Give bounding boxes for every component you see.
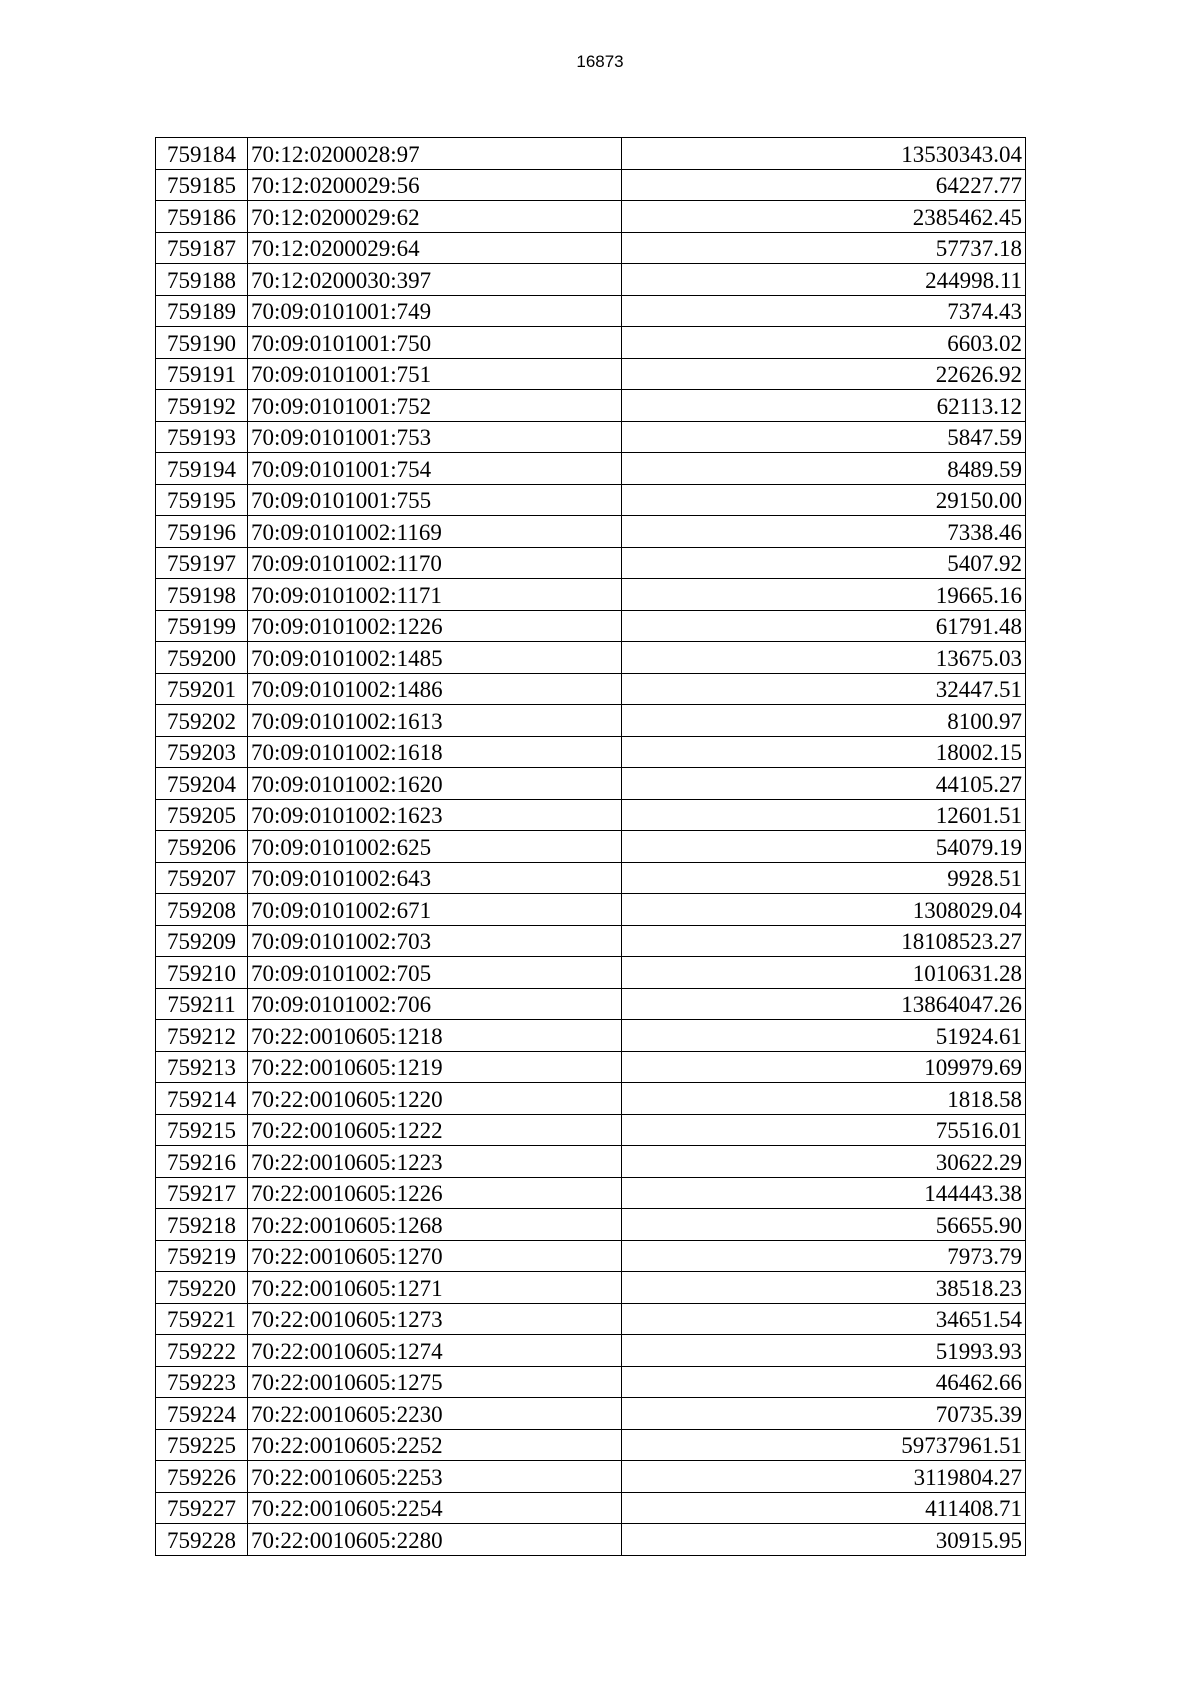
cadastral-value-cell: 34651.54 bbox=[622, 1303, 1026, 1335]
cadastral-value-cell: 29150.00 bbox=[622, 484, 1026, 516]
cadastral-value-cell: 3119804.27 bbox=[622, 1461, 1026, 1493]
row-number-cell: 759194 bbox=[156, 453, 248, 485]
cadastral-value-cell: 18002.15 bbox=[622, 736, 1026, 768]
row-number-cell: 759222 bbox=[156, 1335, 248, 1367]
row-number-cell: 759214 bbox=[156, 1083, 248, 1115]
row-number-cell: 759200 bbox=[156, 642, 248, 674]
cadastral-number-cell: 70:09:0101002:1620 bbox=[248, 768, 622, 800]
cadastral-value-cell: 64227.77 bbox=[622, 169, 1026, 201]
row-number-cell: 759206 bbox=[156, 831, 248, 863]
row-number-cell: 759190 bbox=[156, 327, 248, 359]
row-number-cell: 759223 bbox=[156, 1366, 248, 1398]
row-number-cell: 759201 bbox=[156, 673, 248, 705]
table-row bbox=[156, 957, 1026, 989]
table-row bbox=[156, 1083, 1026, 1115]
cadastral-value-cell: 1010631.28 bbox=[622, 957, 1026, 989]
row-number-cell: 759195 bbox=[156, 484, 248, 516]
cadastral-value-cell: 61791.48 bbox=[622, 610, 1026, 642]
table-row bbox=[156, 1366, 1026, 1398]
cadastral-number-cell: 70:22:0010605:1223 bbox=[248, 1146, 622, 1178]
row-number-cell: 759215 bbox=[156, 1114, 248, 1146]
cadastral-value-cell: 59737961.51 bbox=[622, 1429, 1026, 1461]
row-number-cell: 759186 bbox=[156, 201, 248, 233]
table-row bbox=[156, 579, 1026, 611]
table-row bbox=[156, 327, 1026, 359]
cadastral-value-cell: 13864047.26 bbox=[622, 988, 1026, 1020]
table-row bbox=[156, 453, 1026, 485]
table-row bbox=[156, 1461, 1026, 1493]
cadastral-value-cell: 109979.69 bbox=[622, 1051, 1026, 1083]
cadastral-number-cell: 70:22:0010605:2254 bbox=[248, 1492, 622, 1524]
row-number-cell: 759216 bbox=[156, 1146, 248, 1178]
row-number-cell: 759219 bbox=[156, 1240, 248, 1272]
row-number-cell: 759193 bbox=[156, 421, 248, 453]
row-number-cell: 759184 bbox=[156, 138, 248, 170]
cadastral-number-cell: 70:09:0101001:751 bbox=[248, 358, 622, 390]
cadastral-number-cell: 70:22:0010605:2252 bbox=[248, 1429, 622, 1461]
cadastral-number-cell: 70:22:0010605:2230 bbox=[248, 1398, 622, 1430]
table-row bbox=[156, 1492, 1026, 1524]
cadastral-number-cell: 70:09:0101002:703 bbox=[248, 925, 622, 957]
cadastral-value-cell: 32447.51 bbox=[622, 673, 1026, 705]
row-number-cell: 759210 bbox=[156, 957, 248, 989]
cadastral-value-cell: 12601.51 bbox=[622, 799, 1026, 831]
table-row bbox=[156, 831, 1026, 863]
row-number-cell: 759198 bbox=[156, 579, 248, 611]
table-row bbox=[156, 862, 1026, 894]
cadastral-number-cell: 70:12:0200029:62 bbox=[248, 201, 622, 233]
cadastral-value-cell: 244998.11 bbox=[622, 264, 1026, 296]
cadastral-number-cell: 70:22:0010605:1268 bbox=[248, 1209, 622, 1241]
cadastral-number-cell: 70:22:0010605:1271 bbox=[248, 1272, 622, 1304]
table-row bbox=[156, 421, 1026, 453]
cadastral-number-cell: 70:09:0101002:1169 bbox=[248, 516, 622, 548]
row-number-cell: 759197 bbox=[156, 547, 248, 579]
cadastral-number-cell: 70:09:0101001:750 bbox=[248, 327, 622, 359]
table-row bbox=[156, 264, 1026, 296]
row-number-cell: 759188 bbox=[156, 264, 248, 296]
table-row bbox=[156, 1524, 1026, 1556]
cadastral-value-cell: 5847.59 bbox=[622, 421, 1026, 453]
table-row bbox=[156, 201, 1026, 233]
row-number-cell: 759228 bbox=[156, 1524, 248, 1556]
table-row bbox=[156, 1209, 1026, 1241]
table-row bbox=[156, 673, 1026, 705]
cadastral-number-cell: 70:09:0101002:1613 bbox=[248, 705, 622, 737]
cadastral-number-cell: 70:09:0101002:1171 bbox=[248, 579, 622, 611]
row-number-cell: 759220 bbox=[156, 1272, 248, 1304]
cadastral-value-cell: 30622.29 bbox=[622, 1146, 1026, 1178]
table-row bbox=[156, 894, 1026, 926]
cadastral-number-cell: 70:22:0010605:1274 bbox=[248, 1335, 622, 1367]
table-row bbox=[156, 1020, 1026, 1052]
table-row bbox=[156, 1177, 1026, 1209]
table-row bbox=[156, 169, 1026, 201]
table-row bbox=[156, 736, 1026, 768]
cadastral-number-cell: 70:22:0010605:1219 bbox=[248, 1051, 622, 1083]
cadastral-number-cell: 70:22:0010605:1222 bbox=[248, 1114, 622, 1146]
cadastral-value-cell: 51993.93 bbox=[622, 1335, 1026, 1367]
table-row bbox=[156, 610, 1026, 642]
table-row bbox=[156, 799, 1026, 831]
cadastral-value-cell: 38518.23 bbox=[622, 1272, 1026, 1304]
table-row bbox=[156, 295, 1026, 327]
row-number-cell: 759212 bbox=[156, 1020, 248, 1052]
cadastral-value-cell: 70735.39 bbox=[622, 1398, 1026, 1430]
cadastral-value-cell: 57737.18 bbox=[622, 232, 1026, 264]
cadastral-number-cell: 70:09:0101002:671 bbox=[248, 894, 622, 926]
cadastral-number-cell: 70:22:0010605:1220 bbox=[248, 1083, 622, 1115]
cadastral-number-cell: 70:22:0010605:1270 bbox=[248, 1240, 622, 1272]
cadastral-value-cell: 7973.79 bbox=[622, 1240, 1026, 1272]
row-number-cell: 759224 bbox=[156, 1398, 248, 1430]
cadastral-number-cell: 70:22:0010605:1273 bbox=[248, 1303, 622, 1335]
row-number-cell: 759226 bbox=[156, 1461, 248, 1493]
cadastral-number-cell: 70:09:0101002:1486 bbox=[248, 673, 622, 705]
table-row bbox=[156, 138, 1026, 170]
cadastral-number-cell: 70:22:0010605:2253 bbox=[248, 1461, 622, 1493]
cadastral-number-cell: 70:22:0010605:1226 bbox=[248, 1177, 622, 1209]
table-row bbox=[156, 358, 1026, 390]
table-row bbox=[156, 642, 1026, 674]
row-number-cell: 759185 bbox=[156, 169, 248, 201]
cadastral-value-cell: 44105.27 bbox=[622, 768, 1026, 800]
cadastral-value-cell: 7374.43 bbox=[622, 295, 1026, 327]
row-number-cell: 759227 bbox=[156, 1492, 248, 1524]
cadastral-value-cell: 13675.03 bbox=[622, 642, 1026, 674]
cadastral-value-cell: 22626.92 bbox=[622, 358, 1026, 390]
table-row bbox=[156, 1114, 1026, 1146]
cadastral-number-cell: 70:12:0200028:97 bbox=[248, 138, 622, 170]
table-row bbox=[156, 1272, 1026, 1304]
cadastral-value-cell: 411408.71 bbox=[622, 1492, 1026, 1524]
table-row bbox=[156, 705, 1026, 737]
cadastral-number-cell: 70:09:0101002:625 bbox=[248, 831, 622, 863]
cadastral-value-cell: 62113.12 bbox=[622, 390, 1026, 422]
cadastral-value-cell: 56655.90 bbox=[622, 1209, 1026, 1241]
cadastral-number-cell: 70:09:0101001:753 bbox=[248, 421, 622, 453]
row-number-cell: 759225 bbox=[156, 1429, 248, 1461]
row-number-cell: 759209 bbox=[156, 925, 248, 957]
cadastral-number-cell: 70:09:0101001:754 bbox=[248, 453, 622, 485]
row-number-cell: 759204 bbox=[156, 768, 248, 800]
table-row bbox=[156, 768, 1026, 800]
row-number-cell: 759211 bbox=[156, 988, 248, 1020]
row-number-cell: 759189 bbox=[156, 295, 248, 327]
cadastral-number-cell: 70:12:0200030:397 bbox=[248, 264, 622, 296]
cadastral-number-cell: 70:22:0010605:2280 bbox=[248, 1524, 622, 1556]
table-row bbox=[156, 1335, 1026, 1367]
table-body bbox=[156, 138, 1026, 1556]
cadastral-value-cell: 8100.97 bbox=[622, 705, 1026, 737]
table-row bbox=[156, 1240, 1026, 1272]
cadastral-number-cell: 70:09:0101002:643 bbox=[248, 862, 622, 894]
cadastral-value-cell: 6603.02 bbox=[622, 327, 1026, 359]
table-row bbox=[156, 547, 1026, 579]
cadastral-value-cell: 18108523.27 bbox=[622, 925, 1026, 957]
cadastral-value-cell: 46462.66 bbox=[622, 1366, 1026, 1398]
cadastral-value-cell: 144443.38 bbox=[622, 1177, 1026, 1209]
cadastral-number-cell: 70:09:0101001:755 bbox=[248, 484, 622, 516]
row-number-cell: 759192 bbox=[156, 390, 248, 422]
cadastral-number-cell: 70:09:0101002:1623 bbox=[248, 799, 622, 831]
cadastral-value-cell: 9928.51 bbox=[622, 862, 1026, 894]
row-number-cell: 759207 bbox=[156, 862, 248, 894]
cadastral-value-cell: 2385462.45 bbox=[622, 201, 1026, 233]
row-number-cell: 759221 bbox=[156, 1303, 248, 1335]
cadastral-number-cell: 70:09:0101001:752 bbox=[248, 390, 622, 422]
table-row bbox=[156, 1146, 1026, 1178]
row-number-cell: 759187 bbox=[156, 232, 248, 264]
table-row bbox=[156, 1303, 1026, 1335]
cadastral-value-cell: 7338.46 bbox=[622, 516, 1026, 548]
row-number-cell: 759202 bbox=[156, 705, 248, 737]
row-number-cell: 759205 bbox=[156, 799, 248, 831]
cadastral-value-cell: 30915.95 bbox=[622, 1524, 1026, 1556]
cadastral-number-cell: 70:22:0010605:1218 bbox=[248, 1020, 622, 1052]
cadastral-number-cell: 70:22:0010605:1275 bbox=[248, 1366, 622, 1398]
cadastral-value-cell: 19665.16 bbox=[622, 579, 1026, 611]
table-row bbox=[156, 390, 1026, 422]
cadastral-value-cell: 1308029.04 bbox=[622, 894, 1026, 926]
cadastral-value-cell: 13530343.04 bbox=[622, 138, 1026, 170]
row-number-cell: 759213 bbox=[156, 1051, 248, 1083]
row-number-cell: 759203 bbox=[156, 736, 248, 768]
cadastral-number-cell: 70:12:0200029:64 bbox=[248, 232, 622, 264]
row-number-cell: 759199 bbox=[156, 610, 248, 642]
cadastral-number-cell: 70:09:0101002:1226 bbox=[248, 610, 622, 642]
row-number-cell: 759196 bbox=[156, 516, 248, 548]
cadastral-number-cell: 70:09:0101002:1485 bbox=[248, 642, 622, 674]
row-number-cell: 759217 bbox=[156, 1177, 248, 1209]
row-number-cell: 759208 bbox=[156, 894, 248, 926]
cadastral-value-cell: 75516.01 bbox=[622, 1114, 1026, 1146]
cadastral-number-cell: 70:09:0101001:749 bbox=[248, 295, 622, 327]
table-row bbox=[156, 1051, 1026, 1083]
row-number-cell: 759191 bbox=[156, 358, 248, 390]
page-number: 16873 bbox=[576, 52, 624, 71]
cadastral-value-table bbox=[155, 137, 1026, 1556]
table-row bbox=[156, 232, 1026, 264]
cadastral-number-cell: 70:09:0101002:1170 bbox=[248, 547, 622, 579]
table-row bbox=[156, 925, 1026, 957]
cadastral-number-cell: 70:12:0200029:56 bbox=[248, 169, 622, 201]
cadastral-number-cell: 70:09:0101002:705 bbox=[248, 957, 622, 989]
table-row bbox=[156, 1398, 1026, 1430]
table-row bbox=[156, 1429, 1026, 1461]
row-number-cell: 759218 bbox=[156, 1209, 248, 1241]
cadastral-value-cell: 51924.61 bbox=[622, 1020, 1026, 1052]
cadastral-value-cell: 8489.59 bbox=[622, 453, 1026, 485]
cadastral-value-cell: 5407.92 bbox=[622, 547, 1026, 579]
table-row bbox=[156, 988, 1026, 1020]
cadastral-number-cell: 70:09:0101002:1618 bbox=[248, 736, 622, 768]
cadastral-value-cell: 54079.19 bbox=[622, 831, 1026, 863]
cadastral-value-cell: 1818.58 bbox=[622, 1083, 1026, 1115]
cadastral-number-cell: 70:09:0101002:706 bbox=[248, 988, 622, 1020]
table-row bbox=[156, 484, 1026, 516]
table-row bbox=[156, 516, 1026, 548]
